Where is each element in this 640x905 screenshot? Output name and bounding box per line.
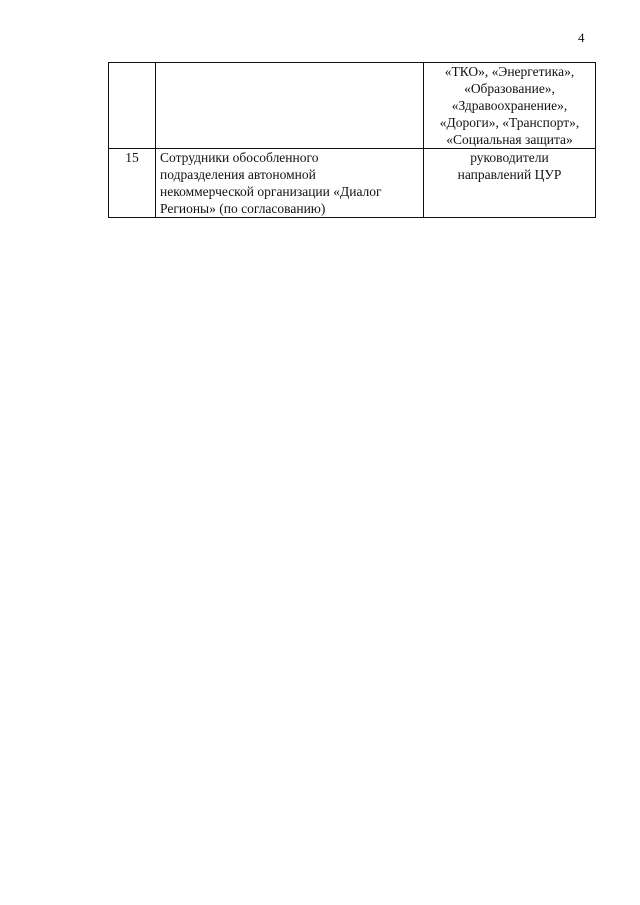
table-row (109, 149, 596, 218)
document-table (108, 62, 596, 218)
row-number-cell: 15 (109, 149, 156, 218)
responsible-line: направлений ЦУР (457, 167, 562, 182)
responsible-cell (424, 149, 596, 218)
participant-cell (156, 63, 424, 149)
responsible-cell (424, 63, 596, 149)
responsible-line: «Здравоохранение», (451, 98, 568, 113)
responsible-line: «Дороги», «Транспорт», (439, 115, 580, 130)
responsible-line: «Образование», (464, 81, 555, 96)
table-row (109, 63, 596, 149)
responsible-line: «Социальная защита» (446, 132, 573, 147)
row-number-cell (109, 63, 156, 149)
responsible-line: «ТКО», «Энергетика», (444, 64, 575, 79)
page-number: 4 (578, 30, 585, 45)
responsible-line: руководители (470, 150, 549, 165)
participant-line: подразделения автономной (160, 167, 316, 182)
participant-line: некоммерческой организации «Диалог (160, 184, 382, 199)
participant-line: Сотрудники обособленного (160, 150, 319, 165)
participant-cell (156, 149, 424, 218)
participant-line: Регионы» (по согласованию) (160, 201, 326, 216)
